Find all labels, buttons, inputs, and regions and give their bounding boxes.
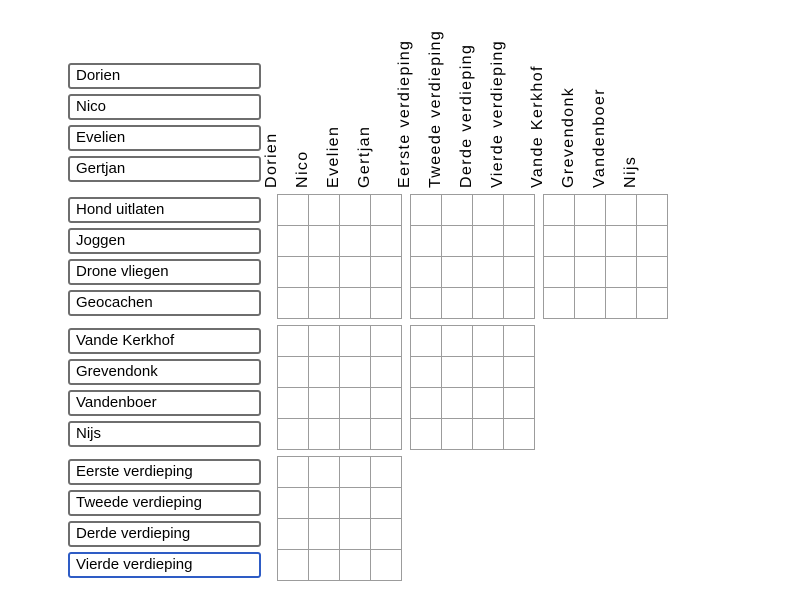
grid-cell-activities-names-r2c3[interactable] [371, 257, 402, 288]
label-box-drone-vliegen[interactable]: Drone vliegen [68, 259, 261, 285]
grid-cell-floors-names-r1c0[interactable] [278, 488, 309, 519]
grid-cell-activities-surnames-r3c3[interactable] [637, 288, 668, 319]
grid-cell-activities-names-r3c3[interactable] [371, 288, 402, 319]
grid-cell-surnames-names-r2c2[interactable] [340, 388, 371, 419]
grid-cell-activities-floors-r3c2[interactable] [473, 288, 504, 319]
grid-block-activities-x-floors [410, 194, 535, 319]
grid-cell-activities-names-r0c0[interactable] [278, 195, 309, 226]
grid-cell-surnames-names-r3c2[interactable] [340, 419, 371, 450]
grid-cell-activities-surnames-r1c3[interactable] [637, 226, 668, 257]
grid-cell-activities-surnames-r2c0[interactable] [544, 257, 575, 288]
grid-cell-surnames-names-r1c0[interactable] [278, 357, 309, 388]
col-header-vandenboer: Vandenboer [591, 88, 608, 188]
grid-cell-surnames-names-r0c1[interactable] [309, 326, 340, 357]
grid-cell-floors-names-r3c1[interactable] [309, 550, 340, 581]
grid-cell-activities-floors-r2c3[interactable] [504, 257, 535, 288]
col-header-grevendonk: Grevendonk [560, 86, 577, 188]
grid-cell-surnames-floors-r1c2[interactable] [473, 357, 504, 388]
grid-cell-surnames-floors-r1c3[interactable] [504, 357, 535, 388]
grid-cell-floors-names-r1c1[interactable] [309, 488, 340, 519]
grid-cell-activities-names-r2c2[interactable] [340, 257, 371, 288]
grid-cell-activities-names-r3c0[interactable] [278, 288, 309, 319]
col-header-dorien: Dorien [263, 132, 280, 188]
label-box-vierde-verdieping[interactable]: Vierde verdieping [68, 552, 261, 578]
grid-cell-surnames-floors-r3c1[interactable] [442, 419, 473, 450]
grid-cell-surnames-names-r3c1[interactable] [309, 419, 340, 450]
grid-cell-surnames-floors-r2c3[interactable] [504, 388, 535, 419]
grid-cell-activities-names-r0c1[interactable] [309, 195, 340, 226]
grid-cell-floors-names-r2c1[interactable] [309, 519, 340, 550]
grid-cell-surnames-names-r3c3[interactable] [371, 419, 402, 450]
grid-cell-activities-surnames-r0c1[interactable] [575, 195, 606, 226]
grid-cell-activities-names-r1c3[interactable] [371, 226, 402, 257]
label-box-derde-verdieping[interactable]: Derde verdieping [68, 521, 261, 547]
grid-block-activities-x-names [277, 194, 402, 319]
col-header-vierde-verdieping: Vierde verdieping [489, 39, 506, 188]
label-box-vande-kerkhof[interactable]: Vande Kerkhof [68, 328, 261, 354]
grid-cell-activities-surnames-r0c0[interactable] [544, 195, 575, 226]
label-box-dorien[interactable]: Dorien [68, 63, 261, 89]
grid-cell-activities-floors-r0c2[interactable] [473, 195, 504, 226]
grid-cell-floors-names-r2c3[interactable] [371, 519, 402, 550]
grid-cell-activities-floors-r0c3[interactable] [504, 195, 535, 226]
grid-cell-surnames-floors-r0c1[interactable] [442, 326, 473, 357]
grid-cell-activities-floors-r0c0[interactable] [411, 195, 442, 226]
grid-cell-floors-names-r2c2[interactable] [340, 519, 371, 550]
grid-cell-activities-surnames-r2c2[interactable] [606, 257, 637, 288]
grid-cell-activities-surnames-r1c2[interactable] [606, 226, 637, 257]
label-box-hond-uitlaten[interactable]: Hond uitlaten [68, 197, 261, 223]
grid-cell-floors-names-r0c1[interactable] [309, 457, 340, 488]
grid-cell-activities-names-r1c0[interactable] [278, 226, 309, 257]
label-box-tweede-verdieping[interactable]: Tweede verdieping [68, 490, 261, 516]
grid-cell-surnames-floors-r1c0[interactable] [411, 357, 442, 388]
col-header-nijs: Nijs [622, 155, 639, 188]
col-header-eerste-verdieping: Eerste verdieping [396, 39, 413, 188]
grid-cell-activities-names-r1c1[interactable] [309, 226, 340, 257]
grid-cell-activities-floors-r3c3[interactable] [504, 288, 535, 319]
grid-cell-surnames-names-r0c2[interactable] [340, 326, 371, 357]
grid-cell-surnames-names-r2c0[interactable] [278, 388, 309, 419]
grid-cell-surnames-floors-r3c2[interactable] [473, 419, 504, 450]
grid-cell-activities-surnames-r0c2[interactable] [606, 195, 637, 226]
grid-cell-surnames-floors-r3c3[interactable] [504, 419, 535, 450]
grid-cell-surnames-names-r2c3[interactable] [371, 388, 402, 419]
grid-cell-surnames-floors-r2c2[interactable] [473, 388, 504, 419]
grid-cell-activities-floors-r2c2[interactable] [473, 257, 504, 288]
grid-cell-surnames-floors-r0c2[interactable] [473, 326, 504, 357]
grid-cell-floors-names-r0c0[interactable] [278, 457, 309, 488]
grid-cell-activities-surnames-r0c3[interactable] [637, 195, 668, 226]
grid-cell-activities-names-r3c2[interactable] [340, 288, 371, 319]
label-box-nico[interactable]: Nico [68, 94, 261, 120]
grid-cell-activities-floors-r1c1[interactable] [442, 226, 473, 257]
grid-cell-floors-names-r3c3[interactable] [371, 550, 402, 581]
grid-cell-surnames-names-r0c3[interactable] [371, 326, 402, 357]
grid-cell-surnames-names-r1c3[interactable] [371, 357, 402, 388]
grid-cell-activities-names-r1c2[interactable] [340, 226, 371, 257]
grid-cell-activities-floors-r3c1[interactable] [442, 288, 473, 319]
grid-cell-surnames-names-r0c0[interactable] [278, 326, 309, 357]
label-box-evelien[interactable]: Evelien [68, 125, 261, 151]
grid-cell-activities-names-r0c2[interactable] [340, 195, 371, 226]
label-box-gertjan[interactable]: Gertjan [68, 156, 261, 182]
label-box-geocachen[interactable]: Geocachen [68, 290, 261, 316]
label-box-grevendonk[interactable]: Grevendonk [68, 359, 261, 385]
grid-cell-surnames-floors-r3c0[interactable] [411, 419, 442, 450]
grid-cell-surnames-floors-r2c1[interactable] [442, 388, 473, 419]
grid-cell-surnames-names-r2c1[interactable] [309, 388, 340, 419]
grid-cell-surnames-floors-r0c0[interactable] [411, 326, 442, 357]
grid-cell-activities-floors-r1c3[interactable] [504, 226, 535, 257]
grid-cell-surnames-names-r1c2[interactable] [340, 357, 371, 388]
grid-cell-surnames-floors-r2c0[interactable] [411, 388, 442, 419]
col-header-tweede-verdieping: Tweede verdieping [427, 29, 444, 188]
grid-cell-surnames-floors-r1c1[interactable] [442, 357, 473, 388]
grid-cell-activities-surnames-r1c0[interactable] [544, 226, 575, 257]
grid-cell-activities-names-r3c1[interactable] [309, 288, 340, 319]
grid-cell-activities-surnames-r3c2[interactable] [606, 288, 637, 319]
grid-cell-activities-surnames-r2c1[interactable] [575, 257, 606, 288]
col-header-vande-kerkhof: Vande Kerkhof [529, 65, 546, 188]
grid-cell-surnames-names-r3c0[interactable] [278, 419, 309, 450]
grid-cell-floors-names-r3c2[interactable] [340, 550, 371, 581]
grid-cell-surnames-floors-r0c3[interactable] [504, 326, 535, 357]
grid-cell-activities-floors-r2c1[interactable] [442, 257, 473, 288]
col-header-gertjan: Gertjan [356, 125, 373, 188]
grid-cell-floors-names-r1c3[interactable] [371, 488, 402, 519]
grid-cell-activities-surnames-r2c3[interactable] [637, 257, 668, 288]
grid-cell-activities-surnames-r3c1[interactable] [575, 288, 606, 319]
label-box-joggen[interactable]: Joggen [68, 228, 261, 254]
grid-cell-activities-names-r2c1[interactable] [309, 257, 340, 288]
grid-cell-activities-floors-r0c1[interactable] [442, 195, 473, 226]
label-box-nijs[interactable]: Nijs [68, 421, 261, 447]
grid-cell-surnames-names-r1c1[interactable] [309, 357, 340, 388]
label-box-eerste-verdieping[interactable]: Eerste verdieping [68, 459, 261, 485]
grid-cell-activities-floors-r1c2[interactable] [473, 226, 504, 257]
label-box-vandenboer[interactable]: Vandenboer [68, 390, 261, 416]
grid-cell-activities-names-r2c0[interactable] [278, 257, 309, 288]
grid-cell-activities-floors-r3c0[interactable] [411, 288, 442, 319]
grid-cell-activities-floors-r1c0[interactable] [411, 226, 442, 257]
grid-cell-activities-floors-r2c0[interactable] [411, 257, 442, 288]
grid-block-surnames-x-floors [410, 325, 535, 450]
grid-cell-activities-surnames-r3c0[interactable] [544, 288, 575, 319]
col-header-nico: Nico [294, 150, 311, 188]
grid-cell-floors-names-r2c0[interactable] [278, 519, 309, 550]
col-header-derde-verdieping: Derde verdieping [458, 43, 475, 188]
grid-block-activities-x-surnames [543, 194, 668, 319]
grid-cell-activities-names-r0c3[interactable] [371, 195, 402, 226]
grid-block-surnames-x-names [277, 325, 402, 450]
grid-cell-activities-surnames-r1c1[interactable] [575, 226, 606, 257]
grid-cell-floors-names-r0c2[interactable] [340, 457, 371, 488]
col-header-evelien: Evelien [325, 125, 342, 188]
grid-block-floors-x-names [277, 456, 402, 581]
grid-cell-floors-names-r0c3[interactable] [371, 457, 402, 488]
grid-cell-floors-names-r1c2[interactable] [340, 488, 371, 519]
grid-cell-floors-names-r3c0[interactable] [278, 550, 309, 581]
